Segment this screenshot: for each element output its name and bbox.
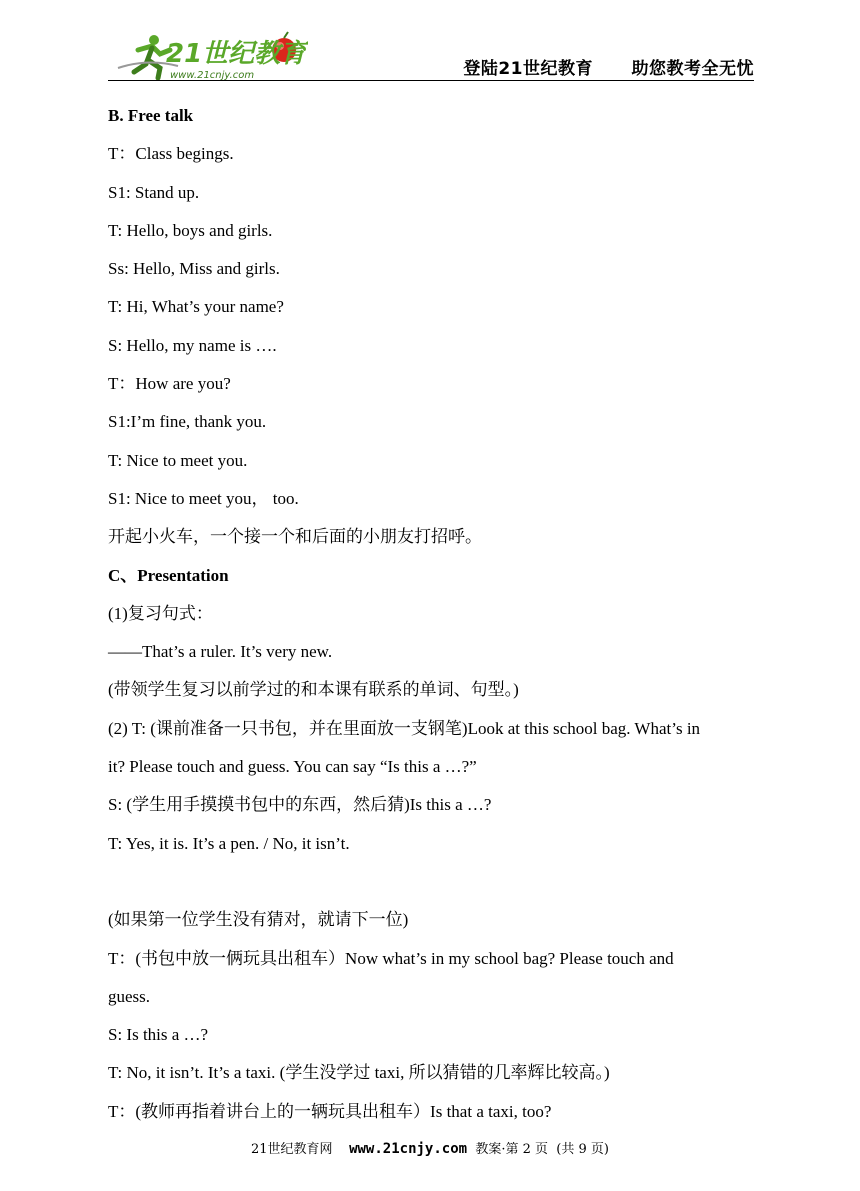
text-line: (2) T: (课前准备一只书包，并在里面放一支钢笔)Look at this school bag. What’s in <box>108 718 701 738</box>
footer-url[interactable]: www.21cnjy.com <box>349 1141 468 1157</box>
page-header <box>108 28 754 82</box>
section-heading-free-talk: B. Free talk <box>108 106 194 125</box>
header-slogan: 登陆21世纪教育 助您教考全无忧 <box>463 59 754 79</box>
footer-page-info: 教案·第 2 页 (共 9 页) <box>475 1142 609 1157</box>
text-line: (如果第一位学生没有猜对，就请下一位) <box>108 910 409 930</box>
text-line: 开起小火车，一个接一个和后面的小朋友打招呼。 <box>108 527 482 547</box>
header-divider <box>108 80 754 81</box>
text-line: S1: Stand up. <box>108 182 200 202</box>
text-line: Ss: Hello, Miss and girls. <box>108 259 280 279</box>
text-line: (1)复习句式： <box>108 603 213 623</box>
text-line: S1:I’m fine, thank you. <box>108 412 267 432</box>
text-line: T：Class begings. <box>108 144 234 164</box>
text-line: T: Yes, it is. It’s a pen. / No, it isn’t. <box>108 833 350 853</box>
text-line: S: Hello, my name is …. <box>108 335 277 355</box>
text-line: S: Is this a …? <box>108 1025 209 1045</box>
text-line: T: Hi, What’s your name? <box>108 297 284 317</box>
text-line: (带领学生复习以前学过的和本课有联系的单词、句型。) <box>108 680 519 700</box>
logo <box>108 28 308 82</box>
text-line: S1: Nice to meet you， too. <box>108 488 299 508</box>
section-heading-presentation: C、Presentation <box>108 565 229 585</box>
footer-site: 21世纪教育网 <box>251 1142 333 1157</box>
text-line: T：How are you? <box>108 374 231 394</box>
text-line: T：(书包中放一俩玩具出租车）Now what’s in my school bag? Please touch and <box>108 948 674 968</box>
blank-line <box>108 863 756 901</box>
text-line: it? Please touch and guess. You can say “Is this a …?” <box>108 757 477 777</box>
text-line: guess. <box>108 986 151 1006</box>
text-line: ——That’s a ruler. It’s very new. <box>108 642 333 662</box>
text-line: T: No, it isn’t. It’s a taxi. (学生没学过 taxi, 所以猜错的几率辉比较高。) <box>108 1063 610 1083</box>
logo-text: 21世纪教育 <box>166 39 307 69</box>
text-line: T: Nice to meet you. <box>108 450 248 470</box>
text-line: S: (学生用手摸摸书包中的东西，然后猜)Is this a …? <box>108 795 492 815</box>
text-line: T：(教师再指着讲台上的一辆玩具出租车）Is that a taxi, too? <box>108 1101 552 1121</box>
text-line: T: Hello, boys and girls. <box>108 220 273 240</box>
document-body <box>108 97 756 1131</box>
logo-url: www.21cnjy.com <box>170 70 255 81</box>
page-footer <box>0 1138 860 1157</box>
